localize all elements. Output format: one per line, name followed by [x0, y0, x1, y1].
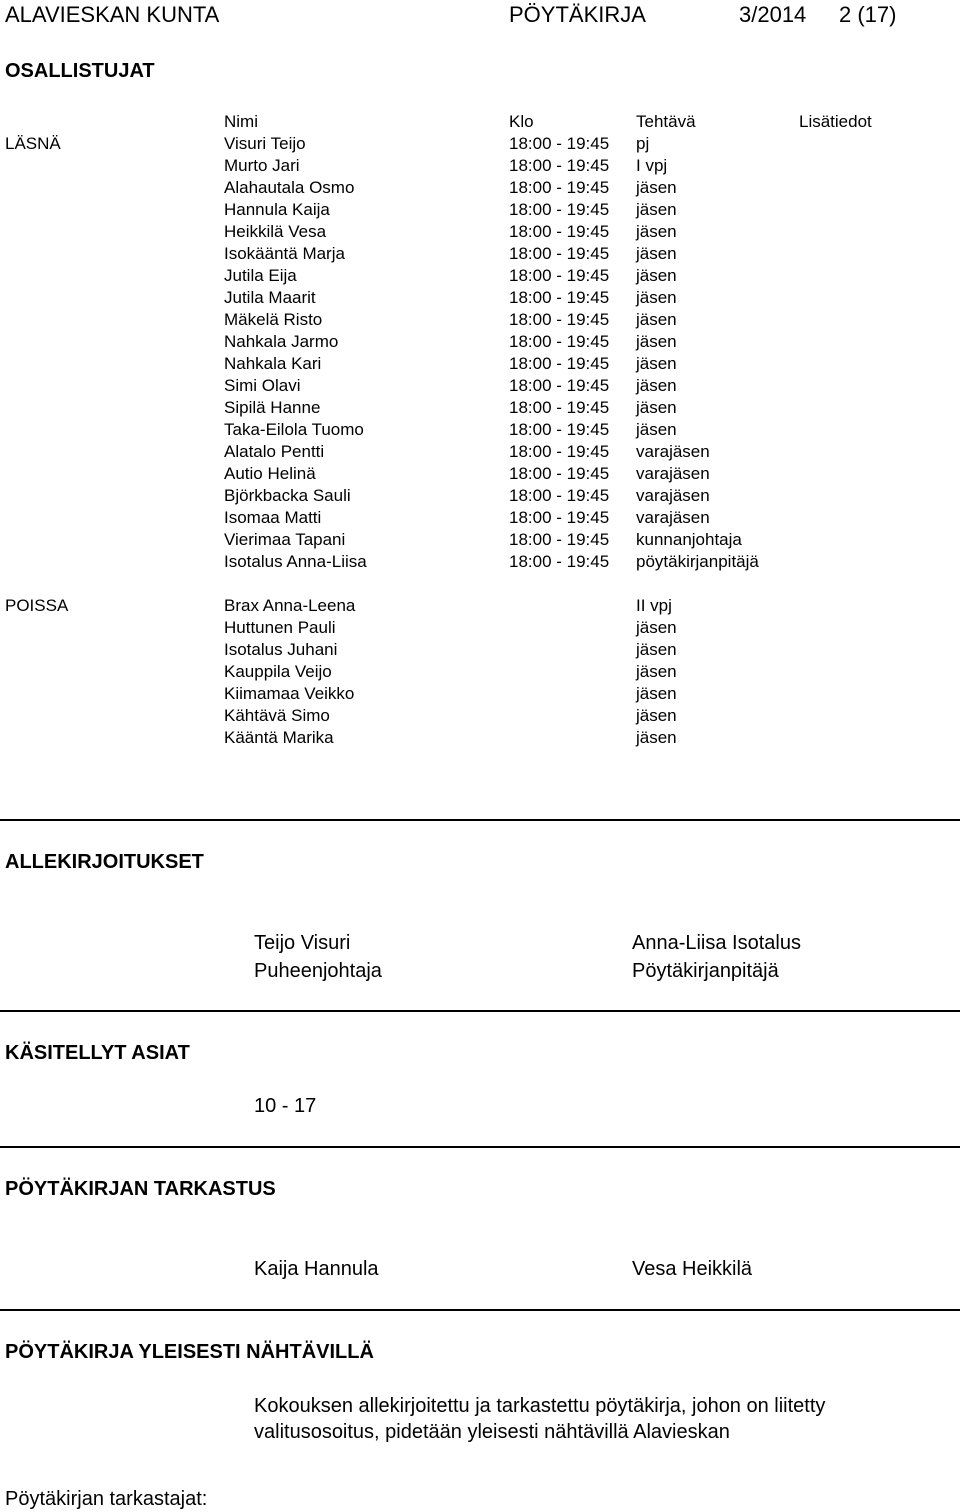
- column-header-time: Klo: [509, 112, 534, 131]
- participant-row: [0, 463, 960, 485]
- participant-row: [0, 353, 960, 375]
- participant-role: jäsen: [636, 244, 677, 263]
- participant-time: 18:00 - 19:45: [509, 244, 610, 263]
- participant-name: Nahkala Jarmo: [224, 332, 339, 351]
- review-heading: PÖYTÄKIRJAN TARKASTUS: [5, 1178, 276, 1200]
- participant-row: [0, 441, 960, 463]
- participant-role: jäsen: [636, 398, 677, 417]
- participant-time: 18:00 - 19:45: [509, 156, 610, 175]
- participant-row: [0, 331, 960, 353]
- participant-role: jäsen: [636, 354, 677, 373]
- participant-role: jäsen: [636, 222, 677, 241]
- participant-row: [0, 309, 960, 331]
- absent-row: [0, 683, 960, 705]
- participant-row: [0, 177, 960, 199]
- participant-row: [0, 155, 960, 177]
- participant-row: [0, 287, 960, 309]
- signatures-heading: ALLEKIRJOITUKSET: [5, 851, 204, 873]
- participant-name: Alatalo Pentti: [224, 442, 325, 461]
- participant-name: Jutila Eija: [224, 266, 297, 285]
- organization-name: ALAVIESKAN KUNTA: [5, 2, 220, 27]
- participant-row: [0, 221, 960, 243]
- participant-time: 18:00 - 19:45: [509, 310, 610, 329]
- participant-role: kunnanjohtaja: [636, 530, 742, 549]
- participant-time: 18:00 - 19:45: [509, 200, 610, 219]
- participant-name: Jutila Maarit: [224, 288, 316, 307]
- absent-row: [0, 705, 960, 727]
- participant-role: pj: [636, 134, 650, 153]
- participant-row: [0, 485, 960, 507]
- participant-name: Isokääntä Marja: [224, 244, 345, 263]
- participant-time: 18:00 - 19:45: [509, 178, 610, 197]
- page-number: 2 (17): [839, 2, 897, 27]
- participant-name: Hannula Kaija: [224, 200, 330, 219]
- participants-column-headers: [0, 111, 960, 133]
- reviewers-label: Pöytäkirjan tarkastajat:: [5, 1488, 208, 1510]
- participant-row: [0, 397, 960, 419]
- participant-name: Björkbacka Sauli: [224, 486, 351, 505]
- absent-role: jäsen: [636, 618, 677, 637]
- participant-time: 18:00 - 19:45: [509, 266, 610, 285]
- participant-row: [0, 243, 960, 265]
- participant-name: Simi Olavi: [224, 376, 301, 395]
- items-heading: KÄSITELLYT ASIAT: [5, 1042, 190, 1064]
- participant-row: [0, 507, 960, 529]
- participant-role: varajäsen: [636, 464, 710, 483]
- absent-row: [0, 639, 960, 661]
- participant-time: 18:00 - 19:45: [509, 222, 610, 241]
- column-header-name: Nimi: [224, 112, 258, 131]
- participant-name: Isotalus Anna-Liisa: [224, 552, 367, 571]
- participant-row: [0, 419, 960, 441]
- absent-name: Kiimamaa Veikko: [224, 684, 355, 703]
- participant-time: 18:00 - 19:45: [509, 354, 610, 373]
- participant-role: jäsen: [636, 288, 677, 307]
- participant-role: varajäsen: [636, 442, 710, 461]
- absent-row: [0, 617, 960, 639]
- absent-name: Kauppila Veijo: [224, 662, 332, 681]
- participant-role: jäsen: [636, 420, 677, 439]
- participant-name: Taka-Eilola Tuomo: [224, 420, 364, 439]
- document-number: 3/2014: [739, 2, 807, 27]
- divider: [0, 1309, 960, 1311]
- participant-role: I vpj: [636, 156, 668, 175]
- participant-row: [0, 551, 960, 573]
- participant-role: jäsen: [636, 200, 677, 219]
- present-label: LÄSNÄ: [5, 134, 61, 153]
- column-header-info: Lisätiedot: [799, 112, 872, 131]
- participant-role: pöytäkirjanpitäjä: [636, 552, 759, 571]
- participant-time: 18:00 - 19:45: [509, 288, 610, 307]
- public-display-heading: PÖYTÄKIRJA YLEISESTI NÄHTÄVILLÄ: [5, 1341, 374, 1363]
- divider: [0, 1010, 960, 1012]
- absent-role: II vpj: [636, 596, 672, 615]
- participant-name: Visuri Teijo: [224, 134, 306, 153]
- participants-heading: OSALLISTUJAT: [5, 60, 155, 82]
- participant-time: 18:00 - 19:45: [509, 508, 610, 527]
- absent-name: Kääntä Marika: [224, 728, 334, 747]
- participant-role: jäsen: [636, 376, 677, 395]
- participant-name: Autio Helinä: [224, 464, 316, 483]
- participant-role: jäsen: [636, 310, 677, 329]
- participant-name: Sipilä Hanne: [224, 398, 321, 417]
- absent-row: [0, 595, 960, 617]
- participant-time: 18:00 - 19:45: [509, 552, 610, 571]
- absent-role: jäsen: [636, 728, 677, 747]
- participant-role: jäsen: [636, 332, 677, 351]
- participant-row: [0, 375, 960, 397]
- absent-name: Brax Anna-Leena: [224, 596, 356, 615]
- participant-role: jäsen: [636, 178, 677, 197]
- absent-role: jäsen: [636, 684, 677, 703]
- absent-role: jäsen: [636, 662, 677, 681]
- absent-name: Isotalus Juhani: [224, 640, 338, 659]
- participant-row: [0, 529, 960, 551]
- participant-name: Isomaa Matti: [224, 508, 322, 527]
- divider: [0, 1146, 960, 1148]
- public-display-text-line-2: valitusosoitus, pidetään yleisesti nähtävillä Alavieskan: [254, 1421, 730, 1443]
- secretary-role: Pöytäkirjanpitäjä: [632, 960, 779, 982]
- participant-time: 18:00 - 19:45: [509, 420, 610, 439]
- participant-role: jäsen: [636, 266, 677, 285]
- participant-time: 18:00 - 19:45: [509, 442, 610, 461]
- reviewer-1-name: Kaija Hannula: [254, 1258, 379, 1280]
- secretary-name: Anna-Liisa Isotalus: [632, 932, 801, 954]
- reviewer-2-name: Vesa Heikkilä: [632, 1258, 753, 1280]
- absent-label: POISSA: [5, 596, 69, 615]
- participant-row: [0, 199, 960, 221]
- items-range: 10 - 17: [254, 1095, 317, 1117]
- absent-name: Kähtävä Simo: [224, 706, 330, 725]
- participant-row: [0, 265, 960, 287]
- participant-role: varajäsen: [636, 508, 710, 527]
- participant-name: Mäkelä Risto: [224, 310, 323, 329]
- absent-role: jäsen: [636, 640, 677, 659]
- participant-row: [0, 133, 960, 155]
- participant-time: 18:00 - 19:45: [509, 486, 610, 505]
- chair-role: Puheenjohtaja: [254, 960, 382, 982]
- chair-name: Teijo Visuri: [254, 932, 351, 954]
- participant-time: 18:00 - 19:45: [509, 530, 610, 549]
- document-type: PÖYTÄKIRJA: [509, 2, 646, 27]
- absent-row: [0, 727, 960, 749]
- participant-time: 18:00 - 19:45: [509, 376, 610, 395]
- participant-role: varajäsen: [636, 486, 710, 505]
- participant-name: Nahkala Kari: [224, 354, 322, 373]
- participant-time: 18:00 - 19:45: [509, 332, 610, 351]
- participant-time: 18:00 - 19:45: [509, 464, 610, 483]
- absent-name: Huttunen Pauli: [224, 618, 336, 637]
- absent-role: jäsen: [636, 706, 677, 725]
- absent-row: [0, 661, 960, 683]
- participant-name: Heikkilä Vesa: [224, 222, 327, 241]
- column-header-role: Tehtävä: [636, 112, 696, 131]
- public-display-text-line-1: Kokouksen allekirjoitettu ja tarkastettu pöytäkirja, johon on liitetty: [254, 1395, 826, 1417]
- participant-name: Alahautala Osmo: [224, 178, 355, 197]
- participant-name: Murto Jari: [224, 156, 300, 175]
- divider: [0, 819, 960, 821]
- participant-time: 18:00 - 19:45: [509, 398, 610, 417]
- participant-time: 18:00 - 19:45: [509, 134, 610, 153]
- participant-name: Vierimaa Tapani: [224, 530, 346, 549]
